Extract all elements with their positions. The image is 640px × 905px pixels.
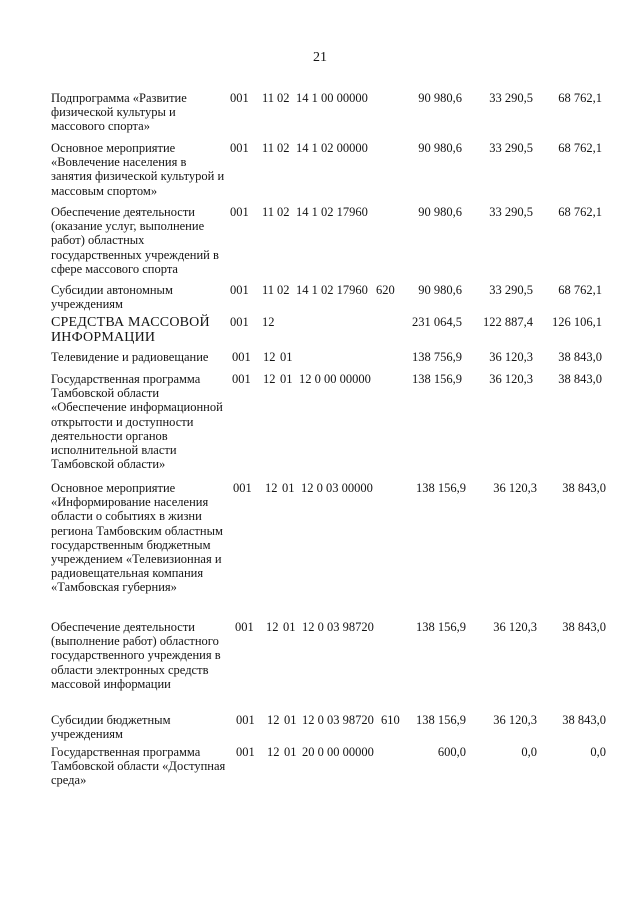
section-code: 11 xyxy=(262,141,275,155)
amount-year3: 68 762,1 xyxy=(558,283,602,297)
subsection-code: 02 xyxy=(277,283,290,297)
section-code: 12 xyxy=(265,481,278,495)
row-name: Основное мероприятие «Вовлечение населения в занятия физической культурой и массовым спортом» xyxy=(51,141,225,198)
subsection-code: 01 xyxy=(284,713,297,727)
row-name: Государственная программа Тамбовской области «Обеспечение информационной открытости и доступности деятельности органов исполнительной власти Тамбовской области» xyxy=(51,372,223,472)
expense-type-code: 610 xyxy=(381,713,400,727)
amount-year3: 0,0 xyxy=(590,745,606,759)
ministry-code: 001 xyxy=(230,205,249,219)
subsection-code: 01 xyxy=(284,745,297,759)
amount-year1: 90 980,6 xyxy=(418,283,462,297)
section-code: 12 xyxy=(266,620,279,634)
ministry-code: 001 xyxy=(230,141,249,155)
subsection-code: 01 xyxy=(283,620,296,634)
row-name: Подпрограмма «Развитие физической культуры и массового спорта» xyxy=(51,91,187,134)
target-article: 12 0 03 00000 xyxy=(301,481,373,495)
target-article: 12 0 03 98720 xyxy=(302,713,374,727)
target-article: 14 1 02 17960 xyxy=(296,205,368,219)
amount-year2: 36 120,3 xyxy=(493,481,537,495)
amount-year3: 38 843,0 xyxy=(558,372,602,386)
amount-year2: 33 290,5 xyxy=(489,205,533,219)
row-name: Обеспечение деятельности (оказание услуг, выполнение работ) областных государственных учреждений в сфере массового спорта xyxy=(51,205,219,276)
amount-year1: 90 980,6 xyxy=(418,205,462,219)
section-code: 11 xyxy=(262,205,275,219)
ministry-code: 001 xyxy=(236,713,255,727)
amount-year1: 600,0 xyxy=(437,745,466,759)
amount-year3: 38 843,0 xyxy=(562,481,606,495)
amount-year1: 138 156,9 xyxy=(416,620,466,634)
page-number: 21 xyxy=(313,50,327,65)
target-article: 12 0 03 98720 xyxy=(302,620,374,634)
subsection-code: 01 xyxy=(282,481,295,495)
section-code: 12 xyxy=(267,713,280,727)
expense-type-code: 620 xyxy=(376,283,395,297)
ministry-code: 001 xyxy=(235,620,254,634)
ministry-code: 001 xyxy=(236,745,255,759)
ministry-code: 001 xyxy=(230,283,249,297)
ministry-code: 001 xyxy=(233,481,252,495)
amount-year2: 0,0 xyxy=(521,745,537,759)
section-code: 12 xyxy=(263,350,276,364)
amount-year1: 138 156,9 xyxy=(416,713,466,727)
ministry-code: 001 xyxy=(232,350,251,364)
subsection-code: 01 xyxy=(280,350,293,364)
section-heading: СРЕДСТВА МАССОВОЙ ИНФОРМАЦИИ xyxy=(51,315,210,345)
amount-year2: 36 120,3 xyxy=(493,713,537,727)
amount-year2: 122 887,4 xyxy=(483,315,533,329)
row-name: Субсидии бюджетным учреждениям xyxy=(51,713,171,742)
amount-year1: 90 980,6 xyxy=(418,91,462,105)
amount-year1: 138 156,9 xyxy=(416,481,466,495)
target-article: 12 0 00 00000 xyxy=(299,372,371,386)
row-name: Обеспечение деятельности (выполнение работ) областного государственного учреждения в области электронных средств массовой информации xyxy=(51,620,221,691)
section-code: 12 xyxy=(267,745,280,759)
amount-year3: 38 843,0 xyxy=(562,713,606,727)
amount-year1: 138 156,9 xyxy=(412,372,462,386)
section-code: 12 xyxy=(262,315,275,329)
subsection-code: 01 xyxy=(280,372,293,386)
amount-year1: 90 980,6 xyxy=(418,141,462,155)
subsection-code: 02 xyxy=(277,205,290,219)
amount-year2: 36 120,3 xyxy=(489,350,533,364)
section-code: 12 xyxy=(263,372,276,386)
amount-year1: 138 756,9 xyxy=(412,350,462,364)
section-code: 11 xyxy=(262,283,275,297)
amount-year2: 33 290,5 xyxy=(489,141,533,155)
row-name: Государственная программа Тамбовской области «Доступная среда» xyxy=(51,745,226,788)
subsection-code: 02 xyxy=(277,91,290,105)
section-code: 11 xyxy=(262,91,275,105)
target-article: 14 1 00 00000 xyxy=(296,91,368,105)
amount-year3: 126 106,1 xyxy=(552,315,602,329)
amount-year1: 231 064,5 xyxy=(412,315,462,329)
target-article: 14 1 02 00000 xyxy=(296,141,368,155)
row-name: Основное мероприятие «Информирование населения области о событиях в жизни региона Тамбовским областным государственным бюджетным учреждением «Телевизионная и радиовещательная компания «Тамбовская губерния» xyxy=(51,481,223,595)
amount-year3: 68 762,1 xyxy=(558,141,602,155)
amount-year2: 36 120,3 xyxy=(493,620,537,634)
ministry-code: 001 xyxy=(230,91,249,105)
subsection-code: 02 xyxy=(277,141,290,155)
row-name: Телевидение и радиовещание xyxy=(51,350,209,364)
target-article: 14 1 02 17960 xyxy=(296,283,368,297)
amount-year2: 33 290,5 xyxy=(489,91,533,105)
amount-year2: 36 120,3 xyxy=(489,372,533,386)
ministry-code: 001 xyxy=(230,315,249,329)
target-article: 20 0 00 00000 xyxy=(302,745,374,759)
row-name: Субсидии автономным учреждениям xyxy=(51,283,173,312)
amount-year3: 38 843,0 xyxy=(558,350,602,364)
amount-year2: 33 290,5 xyxy=(489,283,533,297)
ministry-code: 001 xyxy=(232,372,251,386)
amount-year3: 68 762,1 xyxy=(558,205,602,219)
amount-year3: 38 843,0 xyxy=(562,620,606,634)
amount-year3: 68 762,1 xyxy=(558,91,602,105)
